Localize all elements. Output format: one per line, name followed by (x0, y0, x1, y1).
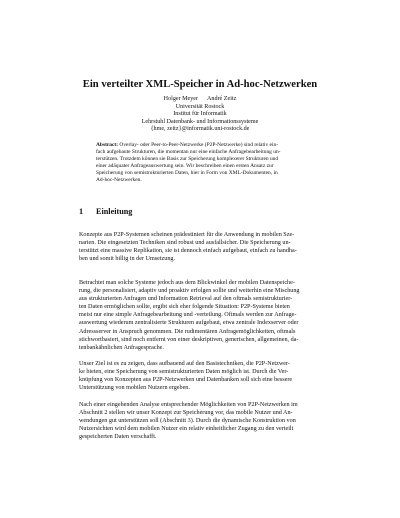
paragraph-line: Betrachtet man solche Systeme jedoch aus dem Blickwinkel der mobilen Datenspeiche- (79, 280, 295, 286)
paragraph-line: Abschnitt 2 stellen wir unser Konzept zur Speicherung vor, das mobile Nutzer und An- (79, 410, 293, 417)
paragraph-line: aus strukturierten Anfragen und Information Retrieval auf den oftmals semistrukturier- (79, 296, 293, 303)
paragraph (79, 360, 321, 392)
section-heading (79, 207, 132, 217)
abstract-label: Abstract: (96, 142, 119, 148)
paragraph-line: Konzepte aus P2P-Systemen scheinen prädestiniert für die Anwendung in mobilen Sze- (79, 232, 295, 238)
section-number: 1 (79, 207, 84, 216)
paragraph-line: Adressserver in Anspruch genommen. Die rudimentären Anfragemöglichkeiten, oftmals (79, 328, 296, 335)
paragraph-line: gespeicherten Daten verschafft. (79, 434, 157, 441)
paragraph-line: ten Daten ermöglichen sollte, ergibt sich eher folgende Situation: P2P-Systeme bieten (79, 304, 290, 311)
paragraph-line: knüpfung von Konzepten aus P2P-Netzwerken und Datenbanken soll sich eine bessere (79, 377, 293, 384)
paper-title: Ein verteilter XML-Speicher in Ad-hoc-Netzwerken (82, 79, 318, 90)
author-name: André Zeitz (207, 96, 237, 102)
paragraph-line: meist nur eine simple Anfragebearbeitung und -verteilung. Oftmals werden zur Anfrage- (79, 312, 297, 319)
abstract-line: einer adäquater Anfrageauswertung sein. Wir beschreiben einen ersten Ansatz zur (96, 163, 274, 169)
paragraph-line: terstützt eine massive Replikation, sie ist dennoch einfach aufgebaut, einfach zu handha- (79, 248, 297, 255)
paragraph-line: Nach einer eingehenden Analyse entsprechender Möglichkeiten von P2P-Netzwerken im (79, 402, 298, 408)
paragraph-line: tenbankähnlichen Anfragesprache. (79, 344, 164, 351)
abstract-line-text: Overlay- oder Peer-to-Peer-Netzwerke (P2P-Netzwerke) sind relativ ein- (118, 142, 279, 148)
paragraph (79, 231, 321, 263)
paragraph-line: rung, die personalisiert, adaptiv und proaktiv erfolgen sollte und weiterhin eine Mischung (79, 288, 300, 295)
paragraph-line: ke bieten, eine Speicherung von semistrukturierten Daten möglich ist. Durch die Ver- (79, 369, 289, 376)
paragraph-line: ben und somit billig in der Umsetzung. (79, 256, 176, 263)
paragraph (79, 279, 321, 352)
author-name: Holger Meyer (163, 96, 199, 102)
affiliation-institute: Institut für Informatik (173, 111, 227, 118)
author-block (0, 96, 400, 134)
author-names (0, 96, 400, 104)
author-emails: {hme, zeitz}@informatik.uni-rostock.de (150, 126, 250, 133)
paragraph-line: auswertung wiederum zentralisierte Strukturen aufgebaut, etwa zentrale Indexserver oder (79, 320, 299, 327)
section-title: Einleitung (96, 207, 133, 216)
abstract-line (96, 142, 304, 149)
abstract-line: fach aufgebaute Strukturen, die momentan nur eine einfache Anfragebearbeitung un- (96, 149, 281, 155)
paragraph-line: Unser Ziel ist es zu zeigen, dass aufbauend auf den Basistechniken, die P2P-Netzwer- (79, 361, 290, 367)
affiliation-chair: Lehrstuhl Datenbank- und Informationssysteme (141, 118, 259, 125)
paragraph-line: Unterstützung von mobilen Nutzern ergeben. (79, 385, 190, 392)
abstract (96, 142, 304, 184)
abstract-line: Speicherung von semistrukturierten Daten, hier in Form von XML-Dokumenten, in (96, 170, 278, 176)
paragraph (79, 401, 321, 441)
paragraph-line: narien. Die eingesetzten Techniken sind robust und ausfallsicher. Die Speicherung un- (79, 240, 291, 247)
paragraph-line: stichwortbasiert, sind noch entfernt von einer deskriptiven, generischen, allgemeinen, da- (79, 336, 299, 343)
paragraph-line: Nutzersichten wird dem mobilen Nutzer ein relativ einheitlicher Zugang zu den verteilt (79, 426, 294, 433)
paragraph-line: wendungen gut unterstützen soll (Abschnitt 3). Durch die dynamische Konstruktion von (79, 418, 296, 425)
affiliation-university: Universität Rostock (175, 103, 225, 110)
abstract-line: Ad-hoc-Netzwerken. (96, 177, 142, 183)
abstract-line: terstützen. Trotzdem können sie Basis zur Speicherung komplexerer Strukturen und (96, 156, 279, 162)
